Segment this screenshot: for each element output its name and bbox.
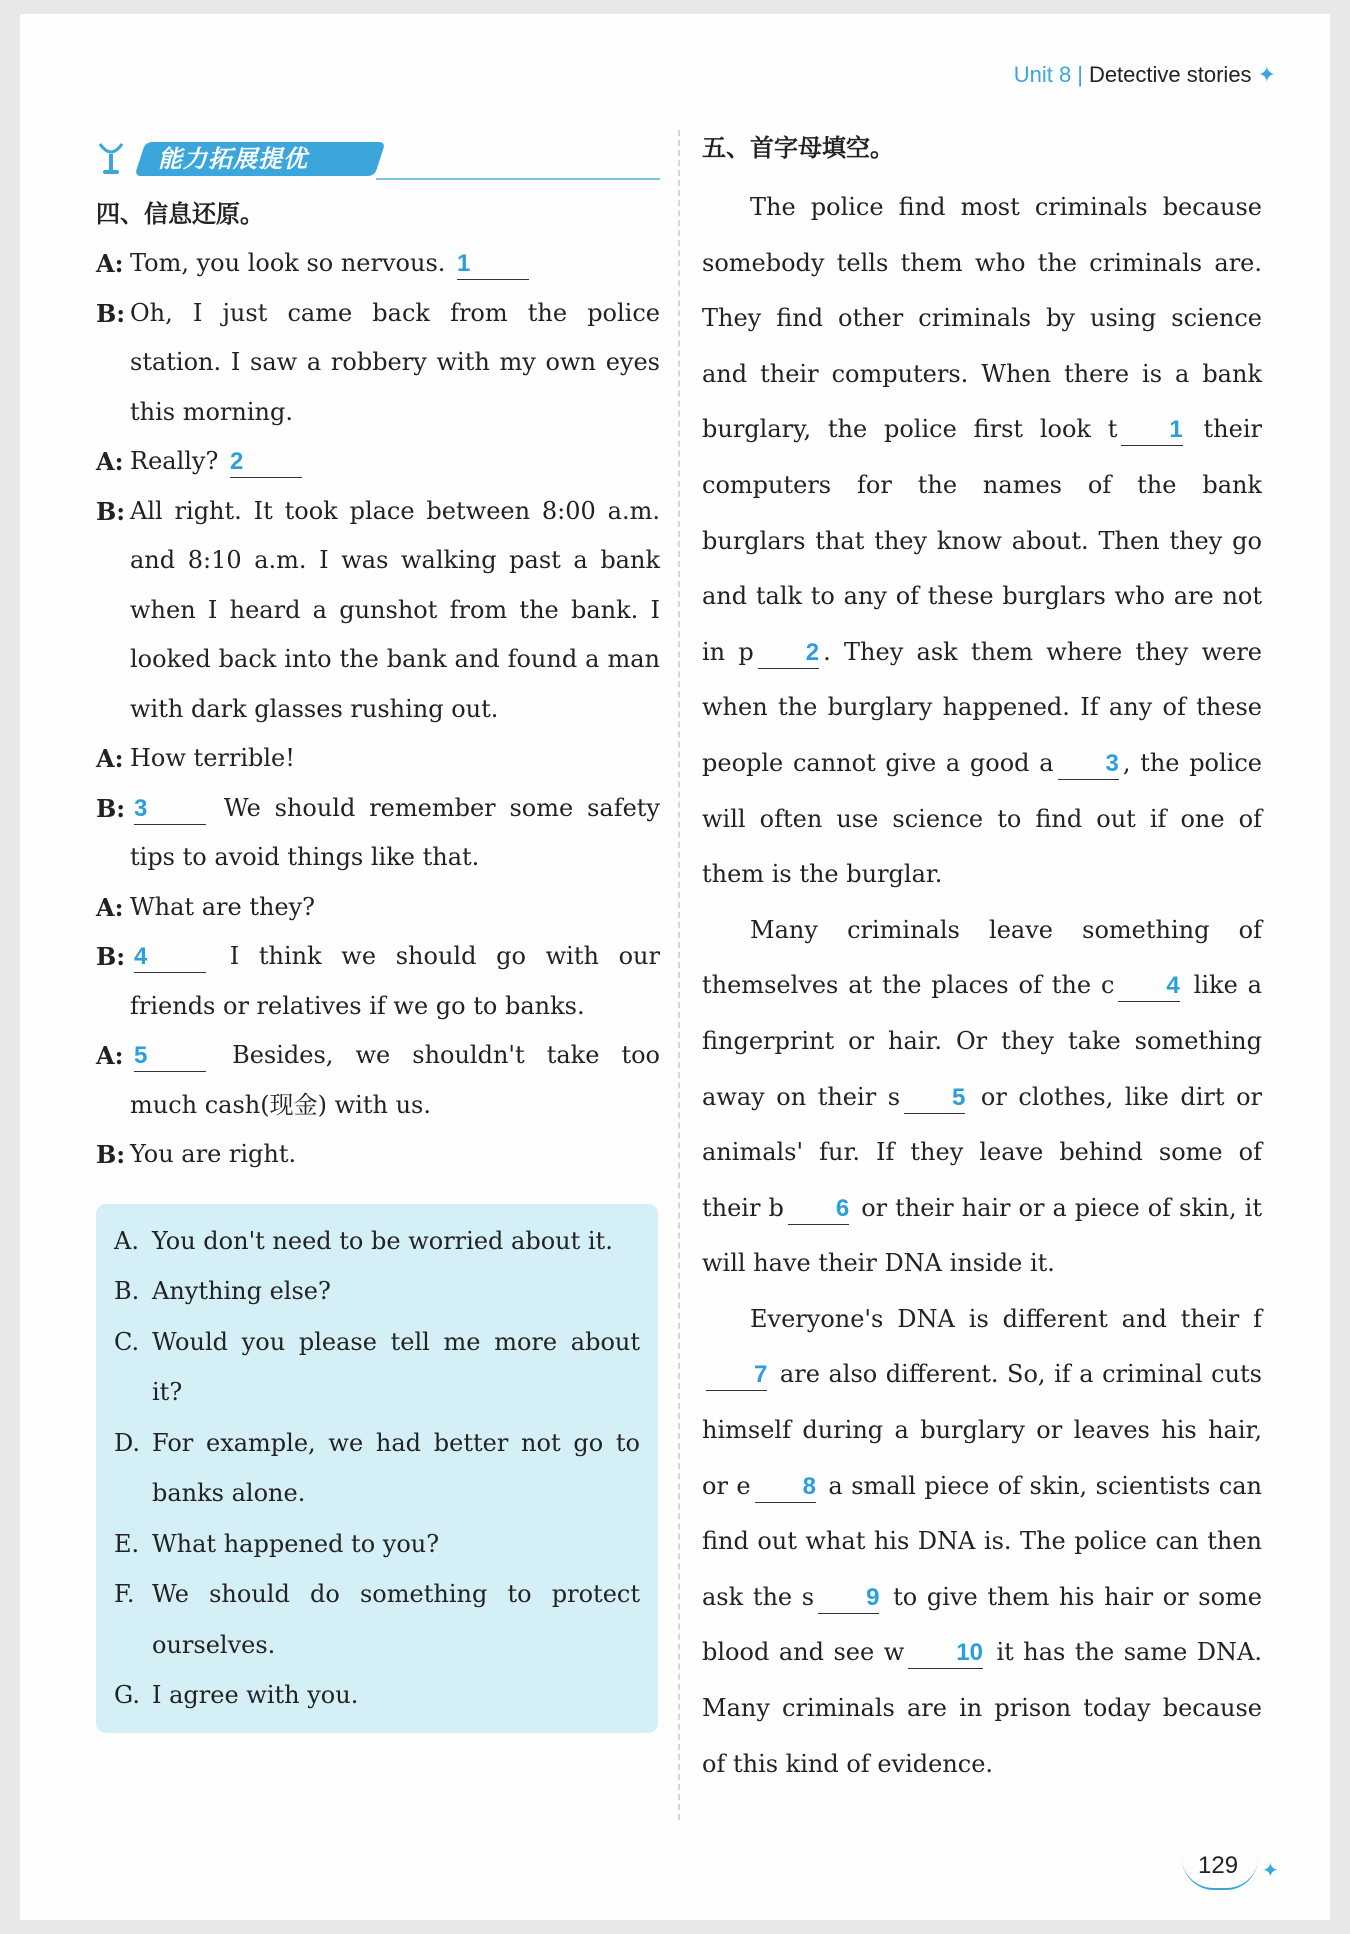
answer-blank: 6 [788, 1194, 849, 1225]
sparkle-icon: ✦ [1262, 1858, 1279, 1882]
option-letter: G. [114, 1681, 140, 1709]
dialogue-turn [96, 883, 660, 933]
option-letter: A. [114, 1226, 139, 1255]
answer-blank: 10 [908, 1638, 983, 1669]
answer-blank: 8 [755, 1472, 816, 1503]
dialogue-turn [96, 734, 660, 784]
option-letter: F. [114, 1580, 135, 1608]
passage-text: a small piece of skin, scientists can find out what his DNA is. The police can then ask the s [702, 1471, 1262, 1611]
option-letter: D. [114, 1428, 141, 1457]
passage-text: it has the same DNA. Many criminals are in prison today because of this kind of evidence. [702, 1638, 1262, 1778]
page-number: 129 [1198, 1852, 1239, 1879]
dialogue-turn [96, 1130, 660, 1180]
option-text: I agree with you. [152, 1681, 359, 1709]
option-text: Would you please tell me more about it? [152, 1327, 640, 1406]
answer-blank: 2 [758, 638, 819, 669]
header-title: Detective stories [1088, 62, 1252, 87]
passage-paragraph-1 [702, 180, 1262, 903]
option-letter: C. [114, 1327, 140, 1356]
option-text: Anything else? [152, 1277, 331, 1305]
dialogue-text: Tom, you look so nervous. [130, 249, 446, 277]
option-item [114, 1216, 640, 1267]
section-banner [96, 138, 660, 182]
column-divider [678, 130, 680, 1820]
speaker: A: [96, 892, 124, 922]
dialogue-turn [96, 289, 660, 438]
option-letter: B. [114, 1277, 140, 1305]
speaker: A: [96, 447, 124, 476]
right-column [702, 126, 1262, 1792]
answer-blank: 2 [230, 447, 302, 478]
answer-blank: 4 [134, 942, 206, 973]
passage-text: their computers for the names of the bank burglars that they know about. Then they go and talk to any of these burglars who are not in p [702, 415, 1262, 666]
dialogue-text: Besides, we shouldn't take too much cash(现金) with us. [130, 1041, 661, 1119]
passage-text: The police find most criminals because somebody tells them who the criminals are. They find other criminals by using science and their computers. When there is a bank burglary, the police first look t [702, 193, 1262, 444]
dialogue-text: Oh, I just came back from the police station. I saw a robbery with my own eyes this morning. [130, 298, 660, 426]
dialogue [96, 239, 660, 1180]
passage-text: to give them his hair or some blood and see w [702, 1582, 1263, 1667]
option-item [114, 1569, 640, 1670]
section5-title: 五、首字母填空。 [702, 134, 894, 162]
dialogue-turn [96, 487, 660, 735]
option-item [114, 1266, 640, 1317]
option-text: We should do something to protect ourselves. [152, 1580, 640, 1659]
passage-text: . They ask them where they were when the burglary happened. If any of these people cannot give a good a [702, 637, 1262, 777]
dialogue-turn [96, 239, 660, 289]
dialogue-text: Really? [130, 447, 219, 475]
passage-text: or their hair or a piece of skin, it will have their DNA inside it. [702, 1193, 1263, 1278]
dialogue-text: We should remember some safety tips to avoid things like that. [130, 793, 660, 871]
speaker: A: [96, 1041, 124, 1070]
option-item [114, 1519, 640, 1570]
left-column [96, 138, 660, 1733]
passage-paragraph-2 [702, 903, 1262, 1292]
passage-paragraph-3 [702, 1292, 1262, 1792]
speaker: B: [96, 298, 126, 328]
speaker: A: [96, 249, 124, 278]
speaker: A: [96, 744, 124, 773]
option-text: You don't need to be worried about it. [152, 1226, 613, 1255]
dialogue-turn [96, 784, 660, 883]
dialogue-turn [96, 437, 660, 487]
answer-blank: 5 [904, 1083, 965, 1114]
passage-text: Everyone's DNA is different and their f [750, 1304, 1262, 1333]
answer-blank: 1 [1121, 415, 1182, 446]
passage-text: , the police will often use science to find out if one of them is the burglar. [702, 748, 1262, 889]
answer-blank: 4 [1118, 971, 1179, 1002]
section4-title: 四、信息还原。 [96, 200, 264, 228]
dialogue-text: How terrible! [130, 744, 295, 772]
banner-rule [376, 178, 660, 180]
unit-label: Unit 8 [1013, 62, 1072, 87]
answer-blank: 5 [134, 1041, 206, 1072]
answer-blank: 3 [134, 794, 206, 825]
banner-label: 能力拓展提优 [158, 145, 308, 173]
speaker: B: [96, 496, 126, 526]
option-text: For example, we had better not go to banks alone. [152, 1428, 640, 1507]
dialogue-text: What are they? [130, 892, 316, 921]
options-box [96, 1204, 658, 1733]
header-separator: | [1077, 62, 1083, 87]
speaker: B: [96, 942, 126, 971]
answer-blank: 9 [818, 1583, 879, 1614]
passage-text: like a fingerprint or hair. Or they take something away on their s [702, 971, 1262, 1111]
option-letter: E. [114, 1529, 140, 1558]
dialogue-text: I think we should go with our friends or relatives if we go to banks. [130, 942, 660, 1020]
banner-tag [134, 142, 385, 176]
option-item [114, 1670, 640, 1721]
answer-blank: 7 [706, 1360, 767, 1391]
dialogue-turn [96, 932, 660, 1031]
answer-blank: 1 [457, 249, 529, 280]
dialogue-turn [96, 1031, 660, 1130]
sparkle-icon: ✦ [1257, 62, 1276, 87]
option-item [114, 1418, 640, 1519]
option-text: What happened to you? [152, 1529, 440, 1558]
page-header [1014, 62, 1276, 88]
speaker: B: [96, 1140, 126, 1169]
trophy-icon [96, 140, 126, 178]
answer-blank: 3 [1058, 749, 1119, 780]
option-item [114, 1317, 640, 1418]
speaker: B: [96, 793, 126, 823]
passage-text: or clothes, like dirt or animals' fur. If they leave behind some of their b [702, 1082, 1263, 1222]
dialogue-text: All right. It took place between 8:00 a.m. and 8:10 a.m. I was walking past a bank when I heard a gunshot from the bank. I looked back into the bank and found a man with dark glasses rushing out. [130, 496, 660, 723]
passage-text: Many criminals leave something of themselves at the places of the c [702, 915, 1262, 1000]
passage-text: are also different. So, if a criminal cuts himself during a burglary or leaves his hair, or e [702, 1360, 1262, 1500]
dialogue-text: You are right. [130, 1140, 297, 1168]
